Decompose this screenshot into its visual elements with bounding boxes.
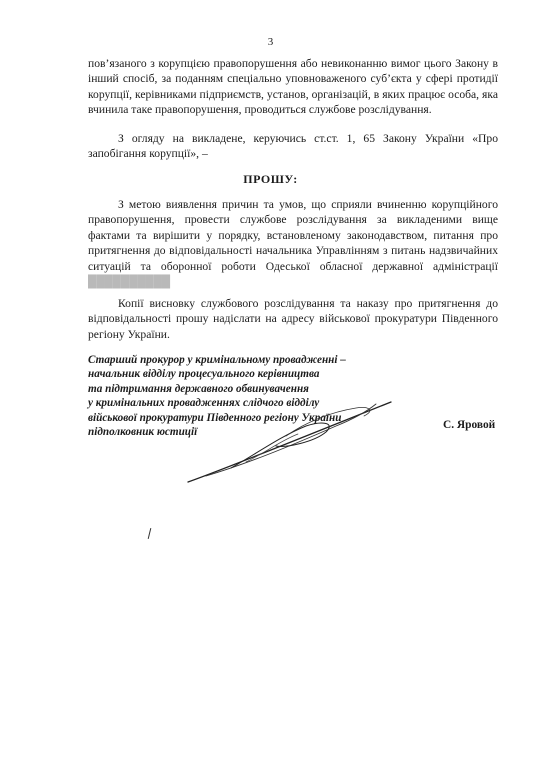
signature-title-line: у кримінальних провадженнях слідчого відділу	[88, 397, 320, 410]
paragraph-reference	[88, 131, 498, 162]
page-number: 3	[267, 36, 274, 48]
signatory-name: С. Яровой	[443, 419, 496, 431]
paragraph-request	[88, 197, 498, 289]
signature-title-line: підполковник юстиції	[88, 426, 198, 439]
request-heading: ПРОШУ:	[243, 172, 298, 186]
paragraph-request-wrapper	[88, 197, 498, 289]
paragraph-continuation	[88, 56, 498, 118]
redacted-text: ██████████	[88, 275, 171, 289]
signature-title-line: Старший прокурор у кримінальному провадженні –	[88, 354, 346, 366]
handwritten-signature	[186, 396, 406, 486]
signature-title-line: та підтримання державного обвинувачення	[88, 382, 309, 395]
signature-title-line: начальник відділу процесуального керівництва	[88, 368, 320, 381]
paragraph-continuation-text: пов’язаного з корупцією правопорушення або невиконанню вимог цього Закону в інший спосіб, за поданням спеціально уповноваженого суб’єкта у сфері протидії корупції, керівниками підприємств, установ, організацій, в яких працює особа, яка вчинила таке правопорушення, проводиться службове розслідування.	[88, 57, 498, 117]
paragraph-request-text: З метою виявлення причин та умов, що сприяли вчиненню корупційного правопорушення, провести службове розслідування за викладеними вище фактами та вирішити у порядку, встановленому законодавством, питання про притягнення до відповідальності начальника Управлінням з питань надзвичайних ситуацій та оборонної роботи Одеської обласної державної адміністрації	[88, 198, 498, 273]
paragraph-reference-text: З огляду на викладене, керуючись ст.ст. 1, 65 Закону України «Про запобігання корупції», –	[88, 132, 498, 161]
signature-title-line: військової прокуратури Південного регіону України	[88, 411, 342, 424]
paragraph-copies	[88, 296, 498, 342]
stray-pen-mark	[148, 528, 152, 539]
paragraph-copies-text: Копії висновку службового розслідування та наказу про притягнення до відповідальності прошу надіслати на адресу військової прокуратури Південного регіону України.	[88, 297, 498, 341]
